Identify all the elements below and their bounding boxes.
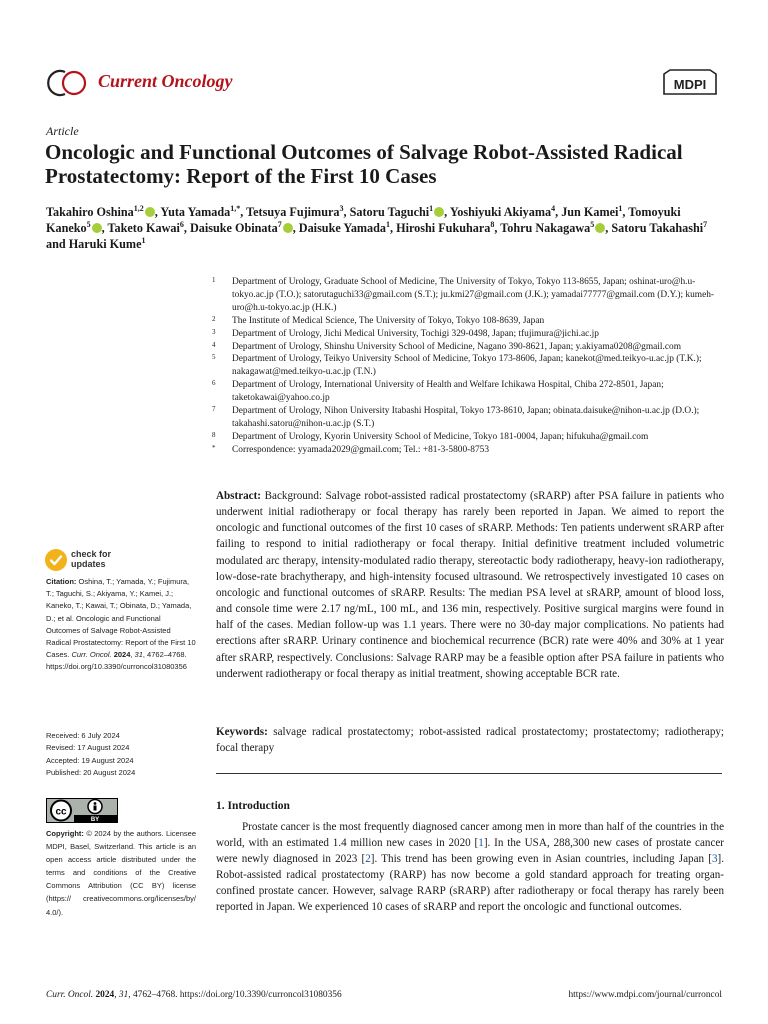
affiliations <box>210 276 730 457</box>
copyright-text: © 2024 by the authors. Licensee MDPI, Basel, Switzerland. This article is an open access article distributed under the terms and conditions of the Creative Commons Attribution (CC BY) license (https:// creativecommons.org/licenses/by/ 4.0/). <box>46 829 196 917</box>
reference-link-1[interactable]: 1 <box>478 837 484 850</box>
author[interactable] <box>246 205 343 219</box>
affiliation-number: 3 <box>212 327 216 336</box>
author-affiliation-sup: 4 <box>551 204 556 213</box>
author-name: Daisuke Yamada <box>298 221 387 235</box>
footer-journal-url[interactable]: https://www.mdpi.com/journal/curroncol <box>568 990 722 1000</box>
author[interactable] <box>500 221 605 235</box>
date-received: Received: 6 July 2024 <box>46 731 120 740</box>
author-affiliation-sup: 1 <box>386 220 391 229</box>
affiliation-number: 4 <box>212 340 216 349</box>
orcid-icon[interactable] <box>92 223 102 233</box>
author-name: Satoru Takahashi <box>611 221 704 235</box>
affiliation-number: * <box>212 443 216 452</box>
author[interactable] <box>69 237 146 251</box>
orcid-icon[interactable] <box>595 223 605 233</box>
footer-year: 2024 <box>95 990 115 1000</box>
author-affiliation-sup: 5 <box>590 220 595 229</box>
keywords-label: Keywords: <box>216 726 268 738</box>
citation-text: Oshina, T.; Yamada, Y.; Fujimura, T.; Taguchi, S.; Akiyama, Y.; Kamei, J.; Kaneko, T.; Kawai, T.; Obinata, D.; Yamada, D.; et al. Oncologic and Functional Outcomes of Salvage Robot-Assisted Radical Prostatectomy: Report of the First 10 Cases. <box>46 577 196 660</box>
mdpi-logo-icon[interactable] <box>658 68 722 98</box>
reference-link-3[interactable]: 3 <box>711 853 718 866</box>
author-name: Takahiro Oshina <box>46 205 134 219</box>
keywords <box>216 724 724 756</box>
section-divider <box>216 773 722 774</box>
date-accepted: Accepted: 19 August 2024 <box>46 755 134 765</box>
citation-pages[interactable]: , 4762–4768. https://doi.org/10.3390/curroncol31080356 <box>46 650 187 672</box>
orcid-icon[interactable] <box>145 207 155 217</box>
affiliation-number: 7 <box>212 405 216 414</box>
affiliation-item <box>210 328 730 341</box>
affiliation-number: 1 <box>212 276 216 284</box>
author-name: Tetsuya Fujimura <box>246 205 340 219</box>
affiliation-text: Department of Urology, Teikyo University School of Medicine, Tokyo 173-8606, Japan; kanekot@med.teikyo-u.ac.jp (T.K.); nakagawat@med.teikyo-u.ac.jp (T.N.) <box>232 354 702 378</box>
footer-journal: Curr. Oncol. <box>46 990 94 1000</box>
reference-link-2[interactable]: 2 <box>365 853 371 866</box>
abstract-text: Background: Salvage robot-assisted radical prostatectomy (sRARP) after PSA failure in patients who underwent initial radiotherapy or focal therapy has rarely been reported in Japan. We aimed to report the oncologic and functional outcomes of the first 10 cases of sRARP. Methods: Ten patients underwent sRARP after failing to respond to initial radiotherapy or focal therapy. Initial definitive treatment included volumetric modulated arc therapy, intensity-modulated radio therapy, stereotactic body radiotherapy, heavy-ion radiotherapy, low-dose-rate brachytherapy, and high-intensity focused ultrasound. We retrospectively investigated 10 cases on oncologic and functional outcomes of sRARP. Results: The median PSA level at sRARP, amount of blood loss, and console time were 2.17 ng/mL, 100 mL, and 136 min, respectively. Positive surgical margins were found in half of the cases. Median follow-up was 1.1 years. There were no 30-day major complications. No patients had erections after sRARP. Urinary continence and biochemical recurrence (BCR) rate were 40% and 30% at 1 year after sRARP, respectively. Conclusions: Salvage RARP may be a feasible option after PSA failure in patients who underwent radiotherapy or focal therapy as initial treatment, showing acceptable BCR rate. <box>216 490 724 680</box>
affiliation-number: 8 <box>212 430 216 439</box>
footer-citation: Curr. Oncol. 2024, 31, 4762–4768. https://doi.org/10.3390/curroncol31080356 <box>46 990 342 1000</box>
citation-block: Citation: Oshina, T.; Yamada, Y.; Fujimura, T.; Taguchi, S.; Akiyama, Y.; Kamei, J.; Kaneko, T.; Kawai, T.; Obinata, D.; Yamada, D.; et al. Oncologic and Functional Outcomes of Salvage Robot-Assisted Radical Prostatectomy: Report of the First 10 Cases. Curr. Oncol. 2024, 31, 4762–4768. https://doi.org/10.3390/curroncol31080356 <box>46 577 196 672</box>
affiliation-text: Department of Urology, Jichi Medical University, Tochigi 329-0498, Japan; tfujimura@jichi.ac.jp <box>232 328 599 339</box>
citation-label: Citation: <box>46 577 77 586</box>
affiliation-item <box>210 379 730 405</box>
affiliation-text: Correspondence: yyamada2029@gmail.com; Tel.: +81-3-5800-8753 <box>232 444 490 455</box>
orcid-icon[interactable] <box>434 207 444 217</box>
journal-header <box>44 62 724 102</box>
author[interactable] <box>190 221 293 235</box>
affiliation-item <box>210 276 730 315</box>
author[interactable] <box>396 221 494 235</box>
author-affiliation-sup: 5 <box>86 220 91 229</box>
author[interactable] <box>350 205 445 219</box>
author-affiliation-sup: 1,* <box>230 204 241 213</box>
author-name: Jun Kamei <box>561 205 619 219</box>
check-updates-line2: updates <box>71 559 106 569</box>
keywords-text: salvage radical prostatectomy; robot-assisted radical prostatectomy; prostatectomy; radiotherapy; focal therapy <box>216 726 724 755</box>
author[interactable] <box>611 221 707 235</box>
footer-doi[interactable]: , 4762–4768. https://doi.org/10.3390/curroncol31080356 <box>128 990 342 1000</box>
copyright-label: Copyright: <box>46 829 84 838</box>
affiliation-text: Department of Urology, Kyorin University School of Medicine, Tokyo 181-0004, Japan; hifukuha@gmail.com <box>232 431 649 442</box>
author-affiliation-sup: 7 <box>703 220 708 229</box>
author-affiliation-sup: 1 <box>429 204 434 213</box>
abstract-label: Abstract: <box>216 490 261 502</box>
citation-volume: 31 <box>134 650 143 660</box>
affiliation-item <box>210 353 730 379</box>
affiliation-item <box>210 341 730 354</box>
section-heading-introduction: 1. Introduction <box>216 800 290 812</box>
author-name: Yoshiyuki Akiyama <box>449 205 552 219</box>
orcid-icon[interactable] <box>283 223 293 233</box>
author[interactable] <box>108 221 184 235</box>
author-name: Daisuke Obinata <box>189 221 278 235</box>
author-name: Haruki Kume <box>68 237 142 251</box>
article-title: Oncologic and Functional Outcomes of Salvage Robot-Assisted Radical Prostatectomy: Report of the First 10 Cases <box>45 140 683 188</box>
cc-text: cc <box>55 806 67 818</box>
author-list: Takahiro Oshina$^{1,2}$ , Yuta Yamada$^{1,*}$, Tetsuya Fujimura$^3$, Satoru Taguchi$^1$ , Yoshiyuki Akiyama$^4$, Jun Kamei$^1$, Tomoyuki Kaneko$^5$ , Taketo Kawai$^6$, Daisuke Obinata$^7$ , Daisuke Yamada$^1$, Hiroshi Fukuhara$^8$, Tohru Nakagawa$^5$ , Satoru Takahashi$^7$ and Haruki Kume$^1$ <box>46 204 708 251</box>
affiliation-number: 5 <box>212 353 216 362</box>
author-name: Satoru Taguchi <box>349 205 430 219</box>
affiliation-text: Department of Urology, Graduate School of Medicine, The University of Tokyo, Tokyo 113-8655, Japan; oshinat-uro@h.u-tokyo.ac.jp (T.O.); satorutaguchi33@gmail.com (S.T.); ju.kmi27@gmail.com (J.K.); yamadai77777@gmail.com (D.Y.); kumeh-uro@h.u-tokyo.ac.jp (H.K.) <box>232 277 715 313</box>
affiliation-number: 2 <box>212 314 216 323</box>
cc-by-license-icon[interactable] <box>46 798 118 823</box>
by-text: BY <box>90 817 100 823</box>
affiliation-text: Department of Urology, Nihon University Itabashi Hospital, Tokyo 173-8610, Japan; obinata.daisuke@nihon-u.ac.jp (D.O.); takahashi.satoru@nihon-u.ac.jp (S.T.) <box>232 406 700 429</box>
author-name: Yuta Yamada <box>160 205 231 219</box>
date-revised: Revised: 17 August 2024 <box>46 743 130 753</box>
author-affiliation-sup: 7 <box>277 220 282 229</box>
publication-dates <box>46 730 196 779</box>
footer-volume: 31 <box>118 990 129 1000</box>
affiliation-number: 6 <box>212 379 216 388</box>
journal-name[interactable]: Current Oncology <box>98 71 233 91</box>
affiliation-item <box>210 431 730 444</box>
author[interactable] <box>299 221 390 235</box>
author-name: Hiroshi Fukuhara <box>396 221 491 235</box>
affiliation-item <box>210 405 730 431</box>
author[interactable] <box>561 205 622 219</box>
author-affiliation-sup: 1 <box>618 204 623 213</box>
affiliation-text: Department of Urology, Shinshu University School of Medicine, Nagano 390-8621, Japan; y.akiyama0208@gmail.com <box>232 341 681 352</box>
author-name: Tohru Nakagawa <box>500 221 591 235</box>
author-affiliation-sup: 1,2 <box>133 204 144 213</box>
author-affiliation-sup: 1 <box>141 236 146 245</box>
author-affiliation-sup: 8 <box>490 220 495 229</box>
citation-year: 2024 <box>113 650 131 660</box>
abstract <box>216 488 724 682</box>
author-affiliation-sup: 3 <box>339 204 344 213</box>
author-name: Taketo Kawai <box>107 221 180 235</box>
author[interactable] <box>46 205 155 219</box>
author-name: Tomoyuki Kaneko <box>46 205 681 235</box>
affiliation-text: The Institute of Medical Science, The University of Tokyo, Tokyo 108-8639, Japan <box>232 315 545 326</box>
author-affiliation-sup: 6 <box>179 220 184 229</box>
affiliation-text: Department of Urology, International University of Health and Welfare Ichikawa Hospital, Chiba 272-8501, Japan; taketokawai@yahoo.co.jp <box>232 380 664 404</box>
article-type: Article <box>46 124 79 138</box>
check-for-updates[interactable] <box>44 546 164 574</box>
author[interactable] <box>450 205 555 219</box>
copyright-notice <box>46 827 196 919</box>
author[interactable] <box>160 205 240 219</box>
date-published: Published: 20 August 2024 <box>46 767 136 777</box>
publisher-name: MDPI <box>673 77 707 92</box>
citation-journal: Curr. Oncol. <box>71 650 112 660</box>
check-updates-line1: check for <box>71 549 112 559</box>
affiliation-item <box>210 444 730 457</box>
introduction-paragraph: Prostate cancer is the most frequently diagnosed cancer among men in more than half of the countries in the world, with an estimated 1.4 million new cases in 2020 [1]. In the USA, 288,300 new cases of prostate cancer were newly diagnosed in 2023 [2]. This trend has been growing even in Asian countries, including Japan [3]. Robot-assisted radical prostatectomy (RARP) has now become a gold standard approach for treating organ-confined prostate cancer. However, salvage RARP (sRARP) after radiotherapy or focal therapy has rarely been reported in Japan. We experienced 10 cases of sRARP and report the oncologic and functional outcomes. <box>216 821 724 914</box>
affiliation-item <box>210 315 730 328</box>
journal-logo-icon <box>46 66 88 100</box>
check-updates-icon <box>44 548 68 572</box>
